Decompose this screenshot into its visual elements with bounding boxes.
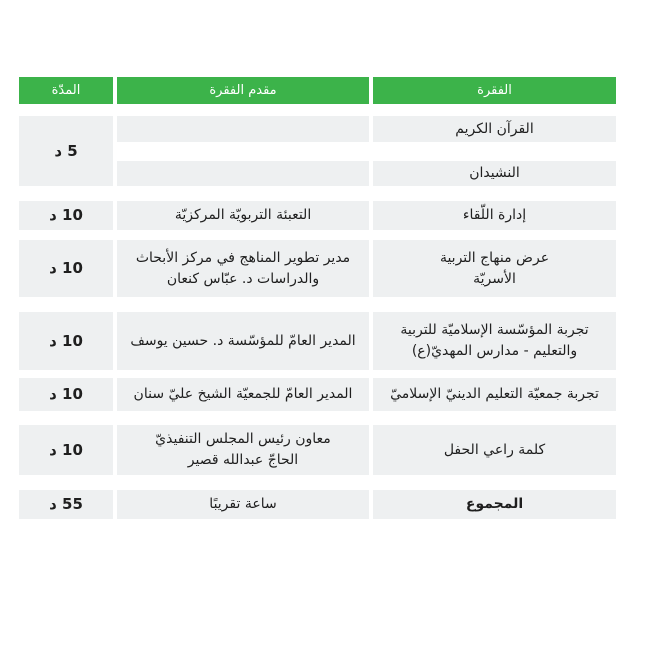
cell-presenter-management: التعبئة التربويّة المركزيّة xyxy=(117,201,369,230)
cell-item-quran: القرآن الكريم xyxy=(373,116,616,142)
cell-duration-patron-speech: 10 د xyxy=(19,425,113,475)
cell-duration-management: 10 د xyxy=(19,201,113,230)
cell-duration-curriculum: 10 د xyxy=(19,240,113,297)
cell-presenter-mahdi-schools: المدير العامّ للمؤسّسة د. حسين يوسف xyxy=(117,312,369,370)
cell-item-anthems: النشيدان xyxy=(373,161,616,186)
cell-item-total: المجموع xyxy=(373,490,616,519)
cell-item-religious-education: تجربة جمعيّة التعليم الدينيّ الإسلاميّ xyxy=(373,378,616,411)
cell-duration-religious-education: 10 د xyxy=(19,378,113,411)
cell-item-patron-speech: كلمة راعي الحفل xyxy=(373,425,616,475)
cell-presenter-patron-speech: معاون رئيس المجلس التنفيذيّ الحاجّ عبدالله قصير xyxy=(117,425,369,475)
cell-presenter-anthems xyxy=(117,161,369,186)
cell-presenter-quran xyxy=(117,116,369,142)
cell-item-mahdi-schools: تجربة المؤسّسة الإسلاميّة للتربية والتعليم - مدارس المهديّ(ع) xyxy=(373,312,616,370)
cell-presenter-total: ساعة تقريبًا xyxy=(117,490,369,519)
header-col-presenter: مقدم الفقرة xyxy=(117,77,369,104)
header-col-duration: المدّة xyxy=(19,77,113,104)
cell-item-curriculum: عرض منهاج التربية الأسريّة xyxy=(373,240,616,297)
cell-presenter-religious-education: المدير العامّ للجمعيّة الشيخ عليّ سنان xyxy=(117,378,369,411)
cell-duration-opening: 5 د xyxy=(19,116,113,186)
cell-duration-total: 55 د xyxy=(19,490,113,519)
cell-item-management: إدارة اللّقاء xyxy=(373,201,616,230)
cell-presenter-curriculum: مدير تطوير المناهج في مركز الأبحاث والدراسات د. عبّاس كنعان xyxy=(117,240,369,297)
cell-duration-mahdi-schools: 10 د xyxy=(19,312,113,370)
header-col-item: الفقرة xyxy=(373,77,616,104)
